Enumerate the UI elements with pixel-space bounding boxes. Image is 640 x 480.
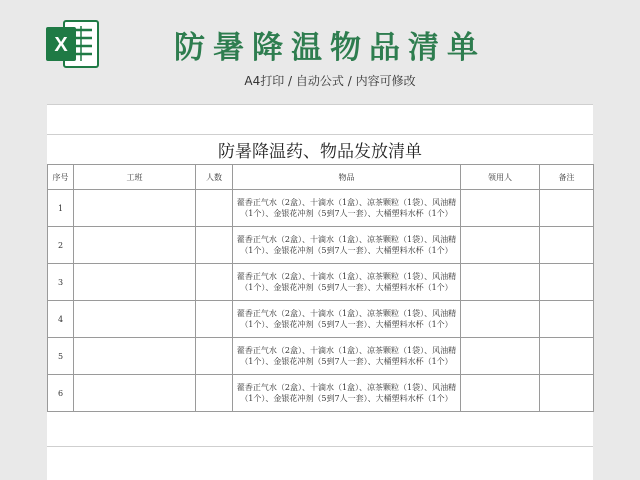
sheet-title: 防暑降温药、物品发放清单: [218, 142, 422, 162]
table-row: [48, 227, 594, 264]
divider: [47, 446, 593, 447]
cell-items: 藿香正气水（2盒）、十滴水（1盒）、凉茶颗粒（1袋）、风油精（1个）、金银花冲剂（5到7人一套）、大桶塑料水杯（1个）: [233, 190, 461, 227]
cell-team: [74, 301, 196, 338]
cell-items: 藿香正气水（2盒）、十滴水（1盒）、凉茶颗粒（1袋）、风油精（1个）、金银花冲剂（5到7人一套）、大桶塑料水杯（1个）: [233, 338, 461, 375]
cell-team: [74, 375, 196, 412]
table-row: [48, 301, 594, 338]
cell-no: 1: [48, 190, 74, 227]
divider: [47, 104, 593, 105]
cell-count: [196, 227, 233, 264]
page-subtitle: A4打印 / 自动公式 / 内容可修改: [244, 74, 416, 88]
excel-logo-letter: X: [54, 34, 68, 56]
spreadsheet-preview: [47, 104, 593, 480]
item-table: [47, 164, 594, 412]
column-header-items: 物品: [233, 165, 461, 190]
cell-receiver: [461, 338, 540, 375]
column-header-no: 序号: [48, 165, 74, 190]
cell-count: [196, 301, 233, 338]
cell-no: 3: [48, 264, 74, 301]
table-header-row: [48, 165, 594, 190]
column-header-count: 人数: [196, 165, 233, 190]
cell-note: [540, 375, 594, 412]
cell-items: 藿香正气水（2盒）、十滴水（1盒）、凉茶颗粒（1袋）、风油精（1个）、金银花冲剂（5到7人一套）、大桶塑料水杯（1个）: [233, 375, 461, 412]
cell-count: [196, 190, 233, 227]
cell-note: [540, 190, 594, 227]
cell-count: [196, 375, 233, 412]
cell-team: [74, 264, 196, 301]
table-row: [48, 264, 594, 301]
cell-items: 藿香正气水（2盒）、十滴水（1盒）、凉茶颗粒（1袋）、风油精（1个）、金银花冲剂（5到7人一套）、大桶塑料水杯（1个）: [233, 301, 461, 338]
cell-no: 2: [48, 227, 74, 264]
column-header-receiver: 领用人: [461, 165, 540, 190]
column-header-note: 备注: [540, 165, 594, 190]
cell-team: [74, 227, 196, 264]
cell-receiver: [461, 301, 540, 338]
cell-no: 5: [48, 338, 74, 375]
table-row: [48, 338, 594, 375]
page-title: 防暑降温物品清单: [174, 30, 486, 66]
cell-items: 藿香正气水（2盒）、十滴水（1盒）、凉茶颗粒（1袋）、风油精（1个）、金银花冲剂（5到7人一套）、大桶塑料水杯（1个）: [233, 264, 461, 301]
cell-team: [74, 190, 196, 227]
cell-count: [196, 264, 233, 301]
column-header-team: 工班: [74, 165, 196, 190]
table-row: [48, 190, 594, 227]
header: [0, 0, 640, 100]
cell-note: [540, 264, 594, 301]
cell-no: 4: [48, 301, 74, 338]
cell-receiver: [461, 227, 540, 264]
cell-note: [540, 338, 594, 375]
table-row: [48, 375, 594, 412]
cell-team: [74, 338, 196, 375]
cell-items: 藿香正气水（2盒）、十滴水（1盒）、凉茶颗粒（1袋）、风油精（1个）、金银花冲剂（5到7人一套）、大桶塑料水杯（1个）: [233, 227, 461, 264]
cell-note: [540, 227, 594, 264]
cell-receiver: [461, 375, 540, 412]
cell-note: [540, 301, 594, 338]
cell-receiver: [461, 190, 540, 227]
cell-no: 6: [48, 375, 74, 412]
divider: [47, 134, 593, 135]
cell-receiver: [461, 264, 540, 301]
cell-count: [196, 338, 233, 375]
excel-icon: [44, 17, 100, 71]
